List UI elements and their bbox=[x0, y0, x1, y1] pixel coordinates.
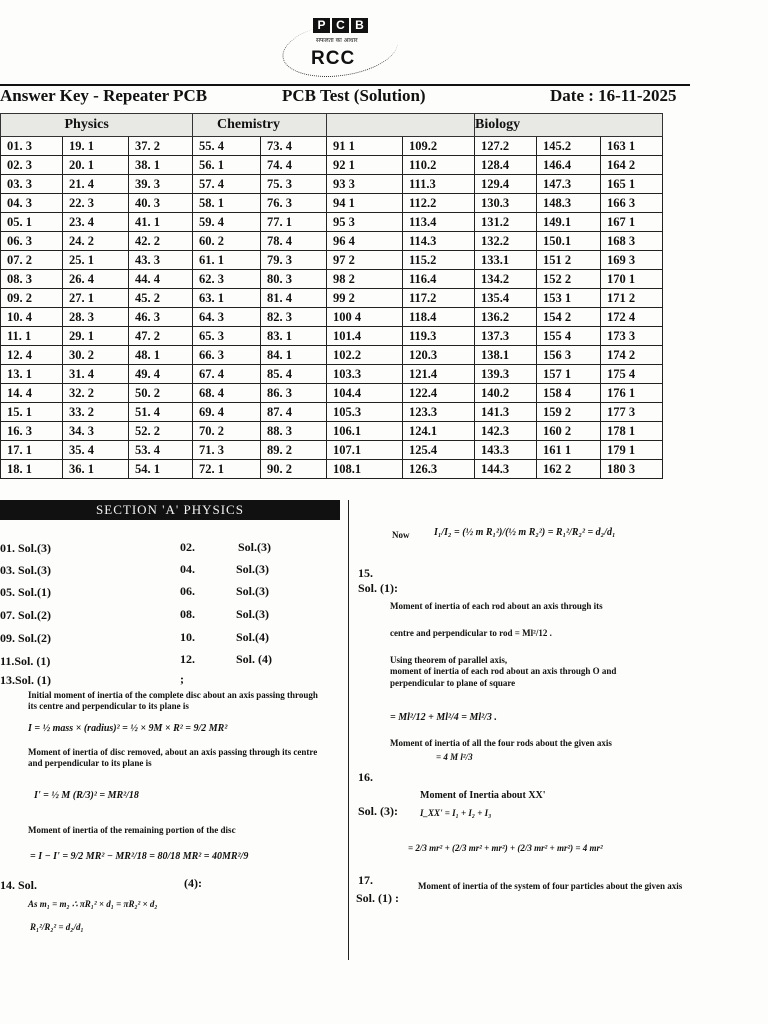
answer-cell: 73. 4 bbox=[261, 137, 327, 156]
answer-cell: 105.3 bbox=[327, 403, 403, 422]
q13-intro: Initial moment of inertia of the complete disc about an axis passing through its centre and perpendicular to its plane is bbox=[28, 690, 318, 711]
answer-cell: 96 4 bbox=[327, 232, 403, 251]
answer-cell: 128.4 bbox=[475, 156, 537, 175]
answer-row bbox=[1, 346, 663, 365]
answer-cell: 102.2 bbox=[327, 346, 403, 365]
answer-cell: 100 4 bbox=[327, 308, 403, 327]
answer-cell: 151 2 bbox=[537, 251, 601, 270]
answer-cell: 174 2 bbox=[601, 346, 663, 365]
document-header bbox=[0, 86, 768, 110]
answer-key-title: Answer Key - Repeater PCB bbox=[0, 86, 208, 105]
answer-cell: 172 4 bbox=[601, 308, 663, 327]
answer-cell: 35. 4 bbox=[63, 441, 129, 460]
answer-cell: 129.4 bbox=[475, 175, 537, 194]
answer-cell: 26. 4 bbox=[63, 270, 129, 289]
answer-cell: 89. 2 bbox=[261, 441, 327, 460]
answer-cell: 136.2 bbox=[475, 308, 537, 327]
answer-row bbox=[1, 308, 663, 327]
q15-line-4: moment of inertia of each rod about an axis through O and bbox=[390, 666, 617, 676]
answer-cell: 82. 3 bbox=[261, 308, 327, 327]
answer-cell: 74. 4 bbox=[261, 156, 327, 175]
answer-cell: 140.2 bbox=[475, 384, 537, 403]
answer-cell: 60. 2 bbox=[193, 232, 261, 251]
answer-cell: 175 4 bbox=[601, 365, 663, 384]
answer-cell: 114.3 bbox=[403, 232, 475, 251]
answer-cell: 124.1 bbox=[403, 422, 475, 441]
answer-cell: 146.4 bbox=[537, 156, 601, 175]
sol-05: 05. Sol.(1) bbox=[0, 585, 51, 599]
answer-cell: 142.3 bbox=[475, 422, 537, 441]
answer-row bbox=[1, 194, 663, 213]
answer-cell: 77. 1 bbox=[261, 213, 327, 232]
answer-row bbox=[1, 232, 663, 251]
q-06-num: 06. bbox=[180, 584, 195, 598]
q16-title: Moment of Inertia about XX' bbox=[420, 790, 546, 801]
q15-line-2: centre and perpendicular to rod = Ml²/12 . bbox=[390, 628, 552, 638]
sol-13: 13.Sol. (1) bbox=[0, 673, 51, 687]
answer-cell: 52. 2 bbox=[129, 422, 193, 441]
answer-cell: 19. 1 bbox=[63, 137, 129, 156]
answer-cell: 126.3 bbox=[403, 460, 475, 479]
answer-cell: 11. 1 bbox=[1, 327, 63, 346]
answer-cell: 153 1 bbox=[537, 289, 601, 308]
answer-cell: 150.1 bbox=[537, 232, 601, 251]
answer-cell: 04. 3 bbox=[1, 194, 63, 213]
logo-pcb-letters bbox=[313, 18, 368, 33]
answer-cell: 90. 2 bbox=[261, 460, 327, 479]
answer-cell: 123.3 bbox=[403, 403, 475, 422]
answer-cell: 154 2 bbox=[537, 308, 601, 327]
answer-cell: 101.4 bbox=[327, 327, 403, 346]
answer-cell: 109.2 bbox=[403, 137, 475, 156]
answer-cell: 118.4 bbox=[403, 308, 475, 327]
answer-cell: 104.4 bbox=[327, 384, 403, 403]
answer-cell: 28. 3 bbox=[63, 308, 129, 327]
answer-row bbox=[1, 327, 663, 346]
q13-equation-1: I = ½ mass × (radius)² = ½ × 9M × R² = 9/2 MR² bbox=[28, 723, 228, 734]
answer-cell: 125.4 bbox=[403, 441, 475, 460]
q16-equation-2: = 2/3 mr² + (2/3 mr² + mr²) + (2/3 mr² + mr²) = 4 mr² bbox=[408, 843, 603, 853]
answer-cell: 132.2 bbox=[475, 232, 537, 251]
answer-cell: 173 3 bbox=[601, 327, 663, 346]
q15-line-3: Using theorem of parallel axis, bbox=[390, 655, 508, 665]
answer-row bbox=[1, 156, 663, 175]
q-08-num: 08. bbox=[180, 607, 195, 621]
answer-cell: 72. 1 bbox=[193, 460, 261, 479]
answer-cell: 165 1 bbox=[601, 175, 663, 194]
answer-cell: 164 2 bbox=[601, 156, 663, 175]
answer-cell: 23. 4 bbox=[63, 213, 129, 232]
answer-cell: 22. 3 bbox=[63, 194, 129, 213]
answer-cell: 45. 2 bbox=[129, 289, 193, 308]
answer-cell: 30. 2 bbox=[63, 346, 129, 365]
answer-cell: 76. 3 bbox=[261, 194, 327, 213]
answer-cell: 152 2 bbox=[537, 270, 601, 289]
answer-cell: 138.1 bbox=[475, 346, 537, 365]
answer-cell: 168 3 bbox=[601, 232, 663, 251]
answer-cell: 159 2 bbox=[537, 403, 601, 422]
logo-letter: B bbox=[351, 18, 368, 33]
sol-08: Sol.(3) bbox=[236, 607, 269, 621]
answer-cell: 06. 3 bbox=[1, 232, 63, 251]
answer-cell: 116.4 bbox=[403, 270, 475, 289]
answer-row bbox=[1, 213, 663, 232]
answer-cell: 65. 3 bbox=[193, 327, 261, 346]
subject-biology: Biology bbox=[475, 114, 663, 137]
q-04-num: 04. bbox=[180, 562, 195, 576]
answer-cell: 179 1 bbox=[601, 441, 663, 460]
q13-remaining-text: Moment of inertia of the remaining portion of the disc bbox=[28, 825, 236, 835]
answer-row bbox=[1, 441, 663, 460]
answer-cell: 177 3 bbox=[601, 403, 663, 422]
q16-sol: Sol. (3): bbox=[358, 804, 398, 818]
answer-cell: 10. 4 bbox=[1, 308, 63, 327]
answer-cell: 31. 4 bbox=[63, 365, 129, 384]
answer-cell: 160 2 bbox=[537, 422, 601, 441]
answer-cell: 83. 1 bbox=[261, 327, 327, 346]
answer-cell: 169 3 bbox=[601, 251, 663, 270]
answer-cell: 178 1 bbox=[601, 422, 663, 441]
answer-cell: 80. 3 bbox=[261, 270, 327, 289]
answer-cell: 51. 4 bbox=[129, 403, 193, 422]
answer-cell: 84. 1 bbox=[261, 346, 327, 365]
answer-cell: 18. 1 bbox=[1, 460, 63, 479]
answer-cell: 95 3 bbox=[327, 213, 403, 232]
answer-cell: 98 2 bbox=[327, 270, 403, 289]
answer-cell: 167 1 bbox=[601, 213, 663, 232]
answer-cell: 70. 2 bbox=[193, 422, 261, 441]
answer-cell: 149.1 bbox=[537, 213, 601, 232]
answer-cell: 21. 4 bbox=[63, 175, 129, 194]
answer-cell: 68. 4 bbox=[193, 384, 261, 403]
answer-cell: 07. 2 bbox=[1, 251, 63, 270]
q13-removed-text: Moment of inertia of disc removed, about an axis passing through its centre and perpendicular to its plane is bbox=[28, 747, 318, 768]
sol-02: Sol.(3) bbox=[238, 540, 271, 554]
q17-sol: Sol. (1) : bbox=[356, 891, 399, 905]
answer-cell: 143.3 bbox=[475, 441, 537, 460]
answer-row bbox=[1, 365, 663, 384]
answer-row bbox=[1, 422, 663, 441]
answer-row bbox=[1, 460, 663, 479]
answer-cell: 108.1 bbox=[327, 460, 403, 479]
sol-12: Sol. (4) bbox=[236, 652, 272, 666]
answer-cell: 171 2 bbox=[601, 289, 663, 308]
answer-cell: 71. 3 bbox=[193, 441, 261, 460]
answer-cell: 81. 4 bbox=[261, 289, 327, 308]
answer-cell: 115.2 bbox=[403, 251, 475, 270]
answer-cell: 131.2 bbox=[475, 213, 537, 232]
answer-row bbox=[1, 137, 663, 156]
answer-cell: 15. 1 bbox=[1, 403, 63, 422]
answer-cell: 24. 2 bbox=[63, 232, 129, 251]
answer-cell: 12. 4 bbox=[1, 346, 63, 365]
colon-mark: ; bbox=[180, 672, 184, 686]
logo-letter: C bbox=[332, 18, 349, 33]
answer-cell: 44. 4 bbox=[129, 270, 193, 289]
answer-cell: 01. 3 bbox=[1, 137, 63, 156]
answer-cell: 141.3 bbox=[475, 403, 537, 422]
answer-cell: 32. 2 bbox=[63, 384, 129, 403]
sol-03: 03. Sol.(3) bbox=[0, 563, 51, 577]
answer-key-table bbox=[0, 113, 663, 479]
answer-row bbox=[1, 384, 663, 403]
answer-cell: 33. 2 bbox=[63, 403, 129, 422]
subject-header-row bbox=[1, 114, 663, 137]
answer-cell: 176 1 bbox=[601, 384, 663, 403]
answer-cell: 130.3 bbox=[475, 194, 537, 213]
test-title: PCB Test (Solution) bbox=[282, 86, 426, 105]
answer-cell: 42. 2 bbox=[129, 232, 193, 251]
answer-cell: 127.2 bbox=[475, 137, 537, 156]
q16-equation-1: I_XX' = I₁ + I₂ + I₃ bbox=[420, 808, 492, 818]
sol-10: Sol.(4) bbox=[236, 630, 269, 644]
answer-cell: 135.4 bbox=[475, 289, 537, 308]
answer-cell: 112.2 bbox=[403, 194, 475, 213]
answer-cell: 02. 3 bbox=[1, 156, 63, 175]
answer-cell: 61. 1 bbox=[193, 251, 261, 270]
q-02-num: 02. bbox=[180, 540, 195, 554]
answer-cell: 180 3 bbox=[601, 460, 663, 479]
answer-cell: 88. 3 bbox=[261, 422, 327, 441]
answer-cell: 57. 4 bbox=[193, 175, 261, 194]
q17-label: 17. bbox=[358, 873, 373, 887]
answer-cell: 117.2 bbox=[403, 289, 475, 308]
logo-letter: P bbox=[313, 18, 330, 33]
answer-cell: 48. 1 bbox=[129, 346, 193, 365]
answer-cell: 41. 1 bbox=[129, 213, 193, 232]
now-label: Now bbox=[392, 530, 410, 540]
answer-cell: 14. 4 bbox=[1, 384, 63, 403]
answer-cell: 92 1 bbox=[327, 156, 403, 175]
answer-cell: 107.1 bbox=[327, 441, 403, 460]
answer-cell: 58. 1 bbox=[193, 194, 261, 213]
answer-cell: 05. 1 bbox=[1, 213, 63, 232]
q14-answer: (4): bbox=[184, 876, 202, 890]
q15-result: = 4 M l²/3 bbox=[436, 752, 473, 762]
answer-cell: 53. 4 bbox=[129, 441, 193, 460]
answer-cell: 147.3 bbox=[537, 175, 601, 194]
answer-cell: 86. 3 bbox=[261, 384, 327, 403]
q14-label: 14. Sol. bbox=[0, 878, 38, 892]
answer-cell: 113.4 bbox=[403, 213, 475, 232]
answer-cell: 25. 1 bbox=[63, 251, 129, 270]
answer-cell: 139.3 bbox=[475, 365, 537, 384]
logo-tagline: सफलता का आधार bbox=[316, 37, 358, 44]
answer-cell: 106.1 bbox=[327, 422, 403, 441]
sol-01: 01. Sol.(3) bbox=[0, 541, 51, 555]
answer-cell: 93 3 bbox=[327, 175, 403, 194]
answer-cell: 39. 3 bbox=[129, 175, 193, 194]
answer-cell: 119.3 bbox=[403, 327, 475, 346]
answer-cell: 43. 3 bbox=[129, 251, 193, 270]
answer-cell: 163 1 bbox=[601, 137, 663, 156]
q15-label: 15. bbox=[358, 566, 373, 580]
answer-cell: 49. 4 bbox=[129, 365, 193, 384]
answer-cell: 46. 3 bbox=[129, 308, 193, 327]
sol-09: 09. Sol.(2) bbox=[0, 631, 51, 645]
answer-cell: 170 1 bbox=[601, 270, 663, 289]
q15-sol: Sol. (1): bbox=[358, 581, 398, 595]
answer-cell: 91 1 bbox=[327, 137, 403, 156]
answer-cell: 85. 4 bbox=[261, 365, 327, 384]
q16-label: 16. bbox=[358, 770, 373, 784]
answer-cell: 78. 4 bbox=[261, 232, 327, 251]
answer-cell: 157 1 bbox=[537, 365, 601, 384]
answer-row bbox=[1, 251, 663, 270]
pcb-rcc-logo bbox=[276, 8, 406, 78]
answer-cell: 110.2 bbox=[403, 156, 475, 175]
answer-cell: 79. 3 bbox=[261, 251, 327, 270]
test-date: Date : 16-11-2025 bbox=[550, 86, 677, 105]
answer-cell: 16. 3 bbox=[1, 422, 63, 441]
answer-cell: 134.2 bbox=[475, 270, 537, 289]
answer-cell: 75. 3 bbox=[261, 175, 327, 194]
sol-06: Sol.(3) bbox=[236, 584, 269, 598]
logo-brand: RCC bbox=[311, 48, 356, 69]
q13-equation-3: = I − I' = 9/2 MR² − MR²/18 = 80/18 MR² = 40MR²/9 bbox=[30, 851, 249, 862]
column-divider bbox=[348, 500, 349, 960]
answer-cell: 47. 2 bbox=[129, 327, 193, 346]
sol-11: 11.Sol. (1) bbox=[0, 654, 51, 668]
q15-line-6: Moment of inertia of all the four rods about the given axis bbox=[390, 738, 612, 748]
q17-text: Moment of inertia of the system of four particles about the given axis bbox=[418, 881, 683, 891]
answer-cell: 162 2 bbox=[537, 460, 601, 479]
answer-cell: 111.3 bbox=[403, 175, 475, 194]
answer-cell: 13. 1 bbox=[1, 365, 63, 384]
answer-cell: 97 2 bbox=[327, 251, 403, 270]
answer-cell: 121.4 bbox=[403, 365, 475, 384]
answer-row bbox=[1, 403, 663, 422]
answer-cell: 03. 3 bbox=[1, 175, 63, 194]
answer-cell: 36. 1 bbox=[63, 460, 129, 479]
q-10-num: 10. bbox=[180, 630, 195, 644]
q15-line-5: perpendicular to plane of square bbox=[390, 678, 516, 688]
answer-cell: 67. 4 bbox=[193, 365, 261, 384]
sol-07: 07. Sol.(2) bbox=[0, 608, 51, 622]
answer-cell: 17. 1 bbox=[1, 441, 63, 460]
answer-cell: 50. 2 bbox=[129, 384, 193, 403]
answer-cell: 27. 1 bbox=[63, 289, 129, 308]
answer-cell: 54. 1 bbox=[129, 460, 193, 479]
q14-equation-1: As m₁ = m₂ ∴ πR₁² × d₁ = πR₂² × d₂ bbox=[28, 899, 158, 909]
answer-cell: 08. 3 bbox=[1, 270, 63, 289]
answer-cell: 59. 4 bbox=[193, 213, 261, 232]
answer-cell: 144.3 bbox=[475, 460, 537, 479]
answer-cell: 99 2 bbox=[327, 289, 403, 308]
answer-cell: 34. 3 bbox=[63, 422, 129, 441]
answer-row bbox=[1, 270, 663, 289]
answer-cell: 09. 2 bbox=[1, 289, 63, 308]
answer-cell: 133.1 bbox=[475, 251, 537, 270]
answer-cell: 120.3 bbox=[403, 346, 475, 365]
answer-cell: 137.3 bbox=[475, 327, 537, 346]
q-12-num: 12. bbox=[180, 652, 195, 666]
q15-equation: = Ml²/12 + Ml²/4 = Ml²/3 . bbox=[390, 712, 497, 723]
answer-cell: 37. 2 bbox=[129, 137, 193, 156]
answer-cell: 56. 1 bbox=[193, 156, 261, 175]
answer-cell: 103.3 bbox=[327, 365, 403, 384]
answer-cell: 69. 4 bbox=[193, 403, 261, 422]
q15-line-1: Moment of inertia of each rod about an axis through its bbox=[390, 601, 603, 611]
answer-cell: 155 4 bbox=[537, 327, 601, 346]
answer-cell: 20. 1 bbox=[63, 156, 129, 175]
answer-cell: 148.3 bbox=[537, 194, 601, 213]
answer-row bbox=[1, 175, 663, 194]
answer-cell: 156 3 bbox=[537, 346, 601, 365]
sol-04: Sol.(3) bbox=[236, 562, 269, 576]
answer-cell: 40. 3 bbox=[129, 194, 193, 213]
answer-cell: 122.4 bbox=[403, 384, 475, 403]
answer-cell: 145.2 bbox=[537, 137, 601, 156]
answer-cell: 158 4 bbox=[537, 384, 601, 403]
subject-physics: Physics bbox=[63, 114, 193, 137]
answer-cell: 64. 3 bbox=[193, 308, 261, 327]
answer-cell: 38. 1 bbox=[129, 156, 193, 175]
answer-cell: 63. 1 bbox=[193, 289, 261, 308]
answer-cell: 166 3 bbox=[601, 194, 663, 213]
q13-equation-2: I' = ½ M (R/3)² = MR²/18 bbox=[34, 790, 139, 801]
answer-cell: 87. 4 bbox=[261, 403, 327, 422]
answer-cell: 55. 4 bbox=[193, 137, 261, 156]
section-banner: SECTION 'A' PHYSICS bbox=[0, 500, 340, 520]
answer-cell: 161 1 bbox=[537, 441, 601, 460]
answer-cell: 66. 3 bbox=[193, 346, 261, 365]
answer-cell: 29. 1 bbox=[63, 327, 129, 346]
now-equation: I₁/I₂ = (½ m R₁²)/(½ m R₂²) = R₁²/R₂² = d₂/d₁ bbox=[434, 527, 616, 538]
answer-cell: 94 1 bbox=[327, 194, 403, 213]
subject-chemistry: Chemistry bbox=[193, 114, 327, 137]
q14-equation-2: R₁²/R₂² = d₂/d₁ bbox=[30, 922, 84, 932]
answer-row bbox=[1, 289, 663, 308]
answer-cell: 62. 3 bbox=[193, 270, 261, 289]
